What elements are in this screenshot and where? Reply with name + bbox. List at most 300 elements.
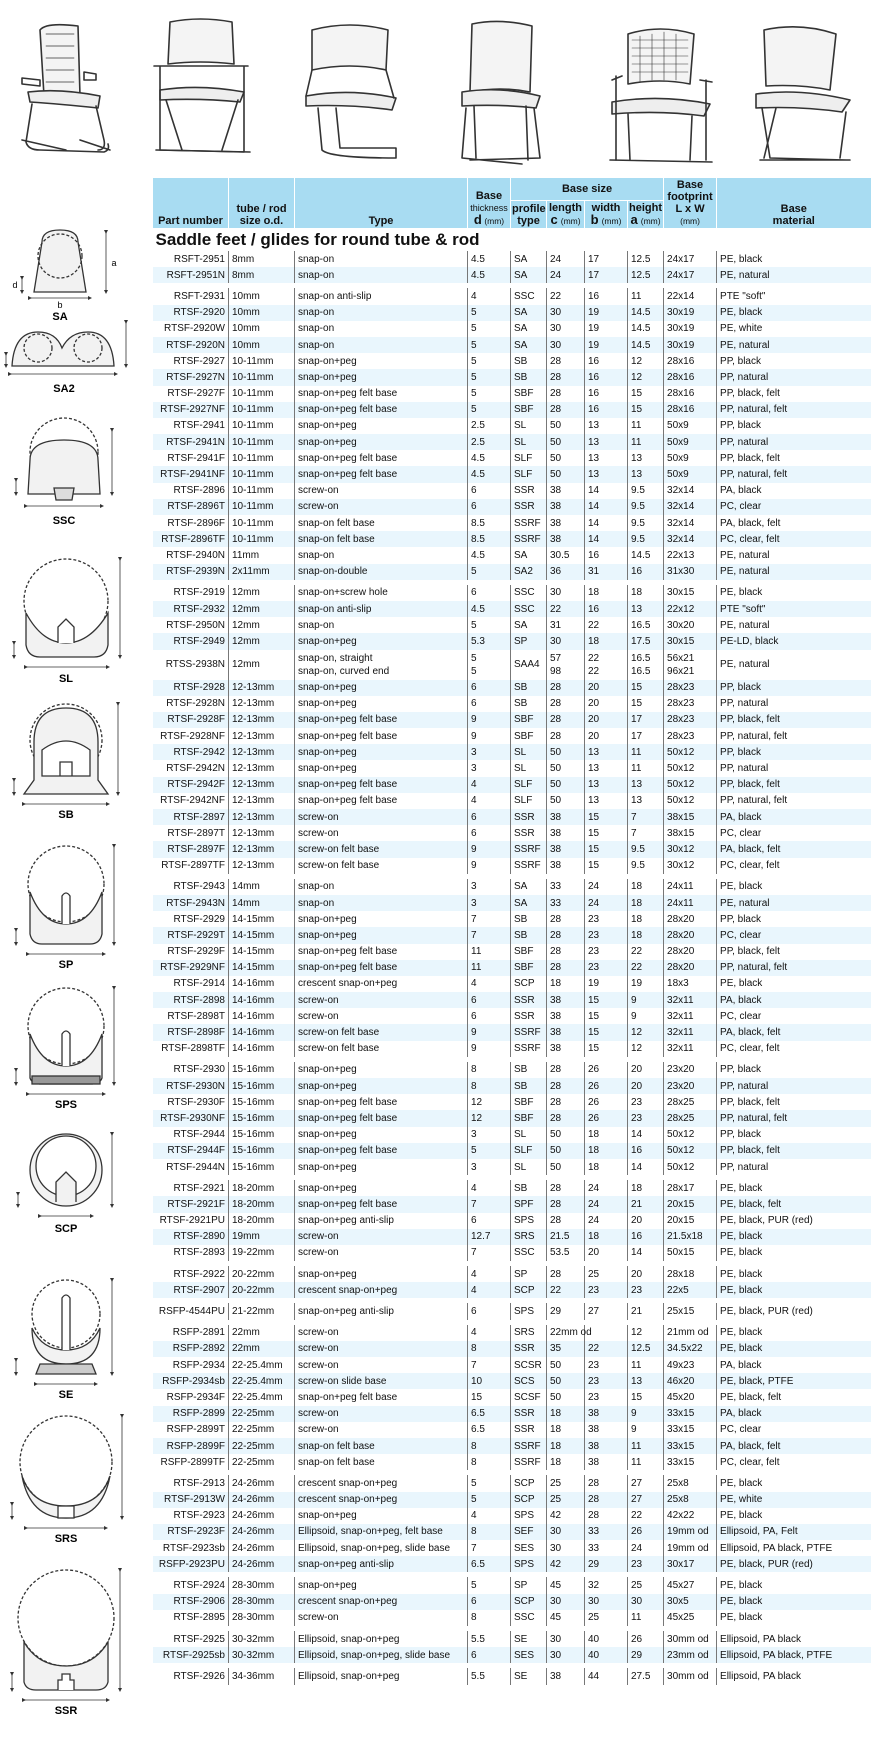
cell-thickness: 5 bbox=[468, 1577, 511, 1593]
cell-type: screw-on bbox=[295, 1229, 468, 1245]
cell-profile: SL bbox=[511, 1127, 547, 1143]
cell-footprint: 30x19 bbox=[664, 321, 717, 337]
cell-thickness: 5 bbox=[468, 305, 511, 321]
cell-tube-size: 15-16mm bbox=[229, 1127, 295, 1143]
cell-material: PA, black bbox=[717, 483, 871, 499]
cell-part-number: RTSF-2941NF bbox=[153, 466, 229, 482]
cell-part-number: RTSF-2928N bbox=[166, 698, 225, 710]
cell-height: 12.5 bbox=[628, 267, 664, 283]
cell-width: 13 bbox=[585, 418, 628, 434]
cell-tube-size: 24-26mm bbox=[229, 1492, 295, 1508]
cell-material: PP, black, felt bbox=[717, 777, 871, 793]
cell-thickness: 5 bbox=[468, 353, 511, 369]
profile-sa2-label: SA2 bbox=[53, 383, 75, 395]
cell-part-number: RTSF-2941N bbox=[153, 434, 229, 450]
cell-type: screw-on bbox=[295, 1610, 468, 1626]
cell-part-number: RTSF-2930 bbox=[173, 1064, 225, 1076]
table-row bbox=[153, 1540, 871, 1556]
cell-footprint: 24x11 bbox=[664, 895, 717, 911]
cell-height: 22 bbox=[628, 944, 664, 960]
cell-footprint: 30mm od bbox=[664, 1668, 717, 1684]
cell-material: PA, black bbox=[717, 809, 871, 825]
cell-height: 18 bbox=[628, 879, 664, 895]
cell-part-number: RTSF-2927 bbox=[173, 355, 225, 367]
cell-height: 19 bbox=[628, 976, 664, 992]
cell-tube-size: 19mm bbox=[229, 1229, 295, 1245]
cell-profile: SEF bbox=[511, 1524, 547, 1540]
cell-part-number: RTSF-2939N bbox=[153, 564, 229, 580]
cell-length: 50 bbox=[547, 760, 585, 776]
cell-profile: SBF bbox=[511, 402, 547, 418]
cell-tube-size: 14-15mm bbox=[229, 960, 295, 976]
cell-footprint: 50x12 bbox=[664, 793, 717, 809]
cell-length: 50 bbox=[547, 418, 585, 434]
cell-profile: SCP bbox=[511, 976, 547, 992]
cell-footprint: 25x8 bbox=[664, 1475, 717, 1491]
cell-profile: SAA4 bbox=[511, 650, 547, 680]
cell-type: snap-on+peg anti-slip bbox=[295, 1213, 468, 1229]
cell-thickness: 5 bbox=[468, 1492, 511, 1508]
cell-thickness: 4 bbox=[468, 793, 511, 809]
cell-thickness: 6 bbox=[468, 809, 511, 825]
cell-length: 30 bbox=[547, 1631, 585, 1647]
cell-footprint: 50x9 bbox=[664, 450, 717, 466]
cell-width: 19 bbox=[585, 337, 628, 353]
cell-width: 22 bbox=[585, 1341, 628, 1357]
cell-profile: SB bbox=[511, 1180, 547, 1196]
cell-type: screw-on felt base bbox=[295, 841, 468, 857]
cell-thickness: 8 bbox=[468, 1438, 511, 1454]
cell-height: 7 bbox=[628, 825, 664, 841]
cell-height: 23 bbox=[628, 1110, 664, 1126]
table-row bbox=[153, 1357, 871, 1373]
cell-tube-size: 22-25.4mm bbox=[229, 1357, 295, 1373]
cell-width: 20 bbox=[585, 680, 628, 696]
cell-thickness: 9 bbox=[468, 841, 511, 857]
profile-sps-diagram bbox=[16, 988, 114, 1094]
cell-profile: SP bbox=[511, 1577, 547, 1593]
cell-length: 28 bbox=[547, 960, 585, 976]
cell-height: 20 bbox=[628, 1078, 664, 1094]
table-row bbox=[153, 1508, 871, 1524]
cell-type: snap-on+peg anti-slip bbox=[295, 1303, 468, 1319]
cell-footprint: 28x23 bbox=[664, 712, 717, 728]
cell-type: snap-on+peg bbox=[295, 1159, 468, 1175]
table-row bbox=[153, 1610, 871, 1626]
cell-length: 28 bbox=[547, 1213, 585, 1229]
cell-profile: SPS bbox=[511, 1303, 547, 1319]
cell-profile: SA bbox=[511, 251, 547, 267]
cell-length: 28 bbox=[547, 369, 585, 385]
cell-material: PE, black, PUR (red) bbox=[717, 1213, 871, 1229]
cell-length: 28 bbox=[547, 944, 585, 960]
cell-profile: SA bbox=[511, 267, 547, 283]
cell-material: PC, clear, felt bbox=[717, 531, 871, 547]
cell-type: snap-on+peg felt base bbox=[295, 1389, 468, 1405]
cell-height: 14 bbox=[628, 1245, 664, 1261]
cell-thickness: 3 bbox=[468, 744, 511, 760]
cell-part-number: RTSF-2896T bbox=[153, 499, 229, 515]
sled-armchair-illustration bbox=[154, 19, 250, 152]
cell-height: 13 bbox=[628, 466, 664, 482]
table-row bbox=[153, 976, 871, 992]
cell-profile: SB bbox=[511, 927, 547, 943]
cell-length: 24 bbox=[547, 251, 585, 267]
cell-width: 23 bbox=[585, 927, 628, 943]
cell-length: 28 bbox=[547, 386, 585, 402]
cell-part-number: RSFP-2899F bbox=[153, 1438, 229, 1454]
cell-length: 25 bbox=[547, 1475, 585, 1491]
cell-type: screw-on felt base bbox=[295, 1041, 468, 1057]
cell-material: PE, black bbox=[717, 1508, 871, 1524]
cell-width: 31 bbox=[585, 564, 628, 580]
cell-tube-size: 10-11mm bbox=[229, 353, 295, 369]
cell-thickness: 5 bbox=[468, 1143, 511, 1159]
cell-width: 13 bbox=[585, 450, 628, 466]
cell-profile: SPS bbox=[511, 1213, 547, 1229]
cell-thickness: 6 bbox=[468, 1647, 511, 1663]
cell-material: PP, black, felt bbox=[717, 944, 871, 960]
cell-width: 33 bbox=[585, 1540, 628, 1556]
profile-srs-diagram bbox=[12, 1416, 122, 1528]
cell-type: snap-on+peg bbox=[295, 744, 468, 760]
cell-width: 38 bbox=[585, 1454, 628, 1470]
cell-thickness: 6 bbox=[468, 1008, 511, 1024]
cell-type: screw-on bbox=[295, 1325, 468, 1341]
cell-width: 16 bbox=[585, 386, 628, 402]
profile-sb-label: SB bbox=[58, 809, 74, 821]
cell-tube-size: 12-13mm bbox=[229, 858, 295, 874]
cell-type: snap-on+peg bbox=[295, 1508, 468, 1524]
table-row bbox=[153, 1213, 871, 1229]
cell-material: PC, clear, felt bbox=[717, 858, 871, 874]
cell-footprint: 20x15 bbox=[664, 1196, 717, 1212]
cell-material: PE, black bbox=[717, 1245, 871, 1261]
cell-material: PA, black bbox=[717, 992, 871, 1008]
cell-part-number: RTSF-2907 bbox=[153, 1282, 229, 1298]
cell-tube-size: 14-16mm bbox=[229, 1041, 295, 1057]
cell-height: 24 bbox=[628, 1540, 664, 1556]
cell-profile: SSRF bbox=[511, 1454, 547, 1470]
table-row bbox=[153, 450, 871, 466]
cell-profile: SBF bbox=[511, 728, 547, 744]
cell-width: 20 bbox=[585, 712, 628, 728]
cell-footprint: 19mm od bbox=[664, 1524, 717, 1540]
cell-footprint: 28x18 bbox=[664, 1266, 717, 1282]
cell-height: 9.5 bbox=[628, 515, 664, 531]
cell-profile: SSC bbox=[511, 585, 547, 601]
cell-tube-size: 14-16mm bbox=[229, 1008, 295, 1024]
cell-footprint: 23mm od bbox=[664, 1647, 717, 1663]
cell-material: PE, black bbox=[717, 1610, 871, 1626]
cell-tube-size: 10mm bbox=[229, 337, 295, 353]
cell-height: 16 bbox=[628, 1229, 664, 1245]
cell-thickness: 4 bbox=[468, 288, 511, 304]
header-tube-rod-size: tube / rod size o.d. bbox=[229, 178, 295, 228]
cell-material: PP, natural, felt bbox=[717, 466, 871, 482]
cell-material: PE, black bbox=[717, 1341, 871, 1357]
cell-width: 16 bbox=[585, 288, 628, 304]
cell-height: 30 bbox=[628, 1594, 664, 1610]
cell-footprint: 24x17 bbox=[664, 251, 717, 267]
table-row bbox=[153, 858, 871, 874]
cell-height: 15 bbox=[628, 402, 664, 418]
cell-type: Ellipsoid, snap-on+peg bbox=[295, 1668, 468, 1684]
cell-width: 13 bbox=[585, 466, 628, 482]
cell-type: snap-on+peg felt base bbox=[295, 960, 468, 976]
cell-width: 26 bbox=[585, 1062, 628, 1078]
cell-material: PP, natural, felt bbox=[717, 960, 871, 976]
cell-height: 11 bbox=[628, 434, 664, 450]
cell-type: snap-on+peg bbox=[295, 353, 468, 369]
cell-width: 15 bbox=[585, 809, 628, 825]
cell-height: 12.5 bbox=[628, 1341, 664, 1357]
cell-material: PA, black bbox=[717, 1357, 871, 1373]
cell-material: PTE "soft" bbox=[717, 288, 871, 304]
cell-length: 28 bbox=[547, 712, 585, 728]
cell-footprint: 50x9 bbox=[664, 434, 717, 450]
cell-type: snap-on bbox=[295, 305, 468, 321]
cell-width: 15 bbox=[585, 1008, 628, 1024]
table-row bbox=[153, 696, 871, 712]
cell-height: 9 bbox=[628, 1422, 664, 1438]
cell-profile: SSRF bbox=[511, 1041, 547, 1057]
cell-material: PA, black bbox=[717, 1406, 871, 1422]
cell-length: 28 bbox=[547, 696, 585, 712]
cell-profile: SBF bbox=[511, 1094, 547, 1110]
table-row bbox=[153, 466, 871, 482]
cell-footprint: 22x14 bbox=[664, 288, 717, 304]
cell-profile: SA bbox=[511, 895, 547, 911]
cell-width: 13 bbox=[585, 760, 628, 776]
cell-height: 27 bbox=[628, 1475, 664, 1491]
cell-length: 22mm od bbox=[547, 1325, 585, 1341]
cell-material: PE, black, PUR (red) bbox=[717, 1556, 871, 1572]
cell-tube-size: 20-22mm bbox=[229, 1266, 295, 1282]
cell-tube-size: 12-13mm bbox=[229, 728, 295, 744]
cell-material: PP, natural, felt bbox=[717, 728, 871, 744]
cell-type: snap-on felt base bbox=[295, 1438, 468, 1454]
profile-sa-label: SA bbox=[52, 311, 68, 323]
table-row bbox=[153, 1094, 871, 1110]
cell-tube-size: 28-30mm bbox=[229, 1610, 295, 1626]
cell-material: PP, black bbox=[717, 418, 871, 434]
cell-material: PP, black, felt bbox=[717, 1143, 871, 1159]
cell-part-number: RTSF-2896F bbox=[167, 517, 225, 529]
cell-profile: SCSF bbox=[511, 1389, 547, 1405]
table-row bbox=[153, 841, 871, 857]
cell-part-number: RTSF-2942N bbox=[166, 763, 225, 775]
cell-length: 50 bbox=[547, 1357, 585, 1373]
cell-height: 9.5 bbox=[628, 531, 664, 547]
cell-material: PE, natural bbox=[717, 547, 871, 563]
cell-width: 16 bbox=[585, 369, 628, 385]
cell-material: PP, natural bbox=[717, 760, 871, 776]
cell-tube-size: 10-11mm bbox=[229, 369, 295, 385]
cell-material: PTE "soft" bbox=[717, 601, 871, 617]
table-row bbox=[153, 499, 871, 515]
cell-material: PE, black bbox=[717, 976, 871, 992]
cell-width: 25 bbox=[585, 1266, 628, 1282]
sled-chair-illustration bbox=[462, 21, 540, 164]
cell-thickness: 6 bbox=[468, 680, 511, 696]
cell-length: 28 bbox=[547, 1078, 585, 1094]
section-title: Saddle feet / glides for round tube & rod bbox=[155, 229, 480, 249]
cell-part-number: RTSF-2898F bbox=[153, 1024, 229, 1040]
cell-profile: SP bbox=[511, 1266, 547, 1282]
cell-height: 27.5 bbox=[628, 1668, 664, 1684]
cell-part-number: RSFP-2899 bbox=[153, 1406, 229, 1422]
cell-type: snap-on bbox=[295, 895, 468, 911]
table-row bbox=[153, 1180, 871, 1196]
cell-length: 30 bbox=[547, 1540, 585, 1556]
table-row bbox=[153, 369, 871, 385]
cell-tube-size: 24-26mm bbox=[229, 1540, 295, 1556]
cell-height: 16 bbox=[628, 1143, 664, 1159]
cell-footprint: 24x11 bbox=[664, 879, 717, 895]
cell-part-number: RTSF-2942NF bbox=[160, 795, 225, 807]
cell-height: 12 bbox=[628, 1024, 664, 1040]
table-row bbox=[153, 825, 871, 841]
cell-footprint: 22x12 bbox=[664, 601, 717, 617]
cell-material: PE, natural bbox=[717, 337, 871, 353]
cell-material: PP, black bbox=[717, 680, 871, 696]
cell-part-number: RTSF-2906 bbox=[153, 1594, 229, 1610]
cell-width: 38 bbox=[585, 1438, 628, 1454]
cell-material: PP, black, felt bbox=[717, 1094, 871, 1110]
header-base-size: Base size bbox=[511, 178, 664, 200]
cell-height: 14.5 bbox=[628, 547, 664, 563]
cell-profile: SA bbox=[511, 617, 547, 633]
cell-thickness: 4.5 bbox=[468, 601, 511, 617]
cell-width: 18 bbox=[585, 1159, 628, 1175]
table-row bbox=[153, 960, 871, 976]
table-row bbox=[153, 1492, 871, 1508]
table-row bbox=[153, 353, 871, 369]
cell-profile: SSRF bbox=[511, 515, 547, 531]
cell-width: 40 bbox=[585, 1631, 628, 1647]
cell-tube-size: 15-16mm bbox=[229, 1078, 295, 1094]
cell-thickness: 5 bbox=[468, 617, 511, 633]
cell-thickness: 5 bbox=[468, 369, 511, 385]
cell-profile: SSC bbox=[511, 601, 547, 617]
cell-type: Ellipsoid, snap-on+peg, felt base bbox=[295, 1524, 468, 1540]
cell-width: 13 bbox=[585, 777, 628, 793]
cell-length: 30 bbox=[547, 633, 585, 649]
cell-part-number: RTSF-2898TF bbox=[161, 1043, 225, 1055]
cell-profile: SA bbox=[511, 547, 547, 563]
cell-type: snap-on+peg felt base bbox=[295, 1143, 468, 1159]
cell-type: snap-on+peg bbox=[295, 1078, 468, 1094]
cell-material: Ellipsoid, PA black bbox=[717, 1668, 871, 1684]
cell-profile: SSR bbox=[511, 1422, 547, 1438]
cell-part-number: RTSF-2890 bbox=[153, 1229, 229, 1245]
cell-profile: SBF bbox=[511, 712, 547, 728]
cell-material: PP, black bbox=[717, 1127, 871, 1143]
cell-length: 50 bbox=[547, 450, 585, 466]
cell-part-number: RTSF-2920W bbox=[164, 323, 225, 335]
cell-footprint: 31x30 bbox=[664, 564, 717, 580]
cell-profile: SSR bbox=[511, 992, 547, 1008]
table-row bbox=[153, 1389, 871, 1405]
cell-width: 24 bbox=[585, 1180, 628, 1196]
cell-length: 28 bbox=[547, 353, 585, 369]
cell-thickness: 8 bbox=[468, 1341, 511, 1357]
cell-footprint: 56x21 96x21 bbox=[664, 650, 717, 680]
table-row bbox=[153, 321, 871, 337]
cell-thickness: 5 bbox=[468, 1475, 511, 1491]
cell-material: PP, natural, felt bbox=[717, 402, 871, 418]
cell-thickness: 6 bbox=[468, 499, 511, 515]
cell-part-number: RTSF-2930NF bbox=[153, 1110, 229, 1126]
cell-tube-size: 2x11mm bbox=[229, 564, 295, 580]
cell-footprint: 28x20 bbox=[664, 960, 717, 976]
cell-footprint: 50x12 bbox=[664, 760, 717, 776]
table-row bbox=[153, 712, 871, 728]
cell-part-number: RTSF-2940N bbox=[166, 549, 225, 561]
cell-footprint: 21.5x18 bbox=[664, 1229, 717, 1245]
cell-height: 26 bbox=[628, 1631, 664, 1647]
cell-width: 27 bbox=[585, 1303, 628, 1319]
cell-footprint: 33x15 bbox=[664, 1438, 717, 1454]
cell-footprint: 32x14 bbox=[664, 515, 717, 531]
table-row bbox=[153, 793, 871, 809]
cell-type: snap-on, straight snap-on, curved end bbox=[295, 650, 468, 680]
cell-thickness: 5 bbox=[468, 337, 511, 353]
table-row bbox=[153, 1454, 871, 1470]
cell-height: 21 bbox=[628, 1303, 664, 1319]
cell-thickness: 7 bbox=[468, 1196, 511, 1212]
cell-length: 24 bbox=[547, 267, 585, 283]
cell-profile: SA bbox=[511, 321, 547, 337]
cell-type: snap-on+peg felt base bbox=[295, 1110, 468, 1126]
cell-profile: SES bbox=[511, 1540, 547, 1556]
shell-chair-illustration bbox=[756, 27, 850, 160]
cell-tube-size: 30-32mm bbox=[229, 1647, 295, 1663]
cell-material: PE, black, felt bbox=[717, 1196, 871, 1212]
cell-length: 18 bbox=[547, 976, 585, 992]
cell-footprint: 33x15 bbox=[664, 1454, 717, 1470]
cell-material: PE, black bbox=[717, 1577, 871, 1593]
cell-height: 15 bbox=[628, 680, 664, 696]
cell-tube-size: 14mm bbox=[229, 879, 295, 895]
cell-footprint: 50x12 bbox=[664, 1127, 717, 1143]
cell-width: 25 bbox=[585, 1610, 628, 1626]
cell-thickness: 4 bbox=[468, 777, 511, 793]
cell-width: 15 bbox=[585, 1024, 628, 1040]
cell-width: 23 bbox=[585, 1282, 628, 1298]
cell-type: crescent snap-on+peg bbox=[295, 1492, 468, 1508]
cell-thickness: 9 bbox=[468, 1024, 511, 1040]
cell-width: 26 bbox=[585, 1078, 628, 1094]
cell-profile: SSRF bbox=[511, 531, 547, 547]
cell-length: 18 bbox=[547, 1454, 585, 1470]
cell-height: 9.5 bbox=[628, 858, 664, 874]
cell-length: 30 bbox=[547, 305, 585, 321]
cell-tube-size: 12mm bbox=[229, 633, 295, 649]
cell-thickness: 10 bbox=[468, 1373, 511, 1389]
cell-type: screw-on bbox=[295, 1406, 468, 1422]
cell-tube-size: 21-22mm bbox=[229, 1303, 295, 1319]
table-row bbox=[153, 1341, 871, 1357]
cell-thickness: 9 bbox=[468, 728, 511, 744]
cell-material: PP, natural bbox=[717, 1078, 871, 1094]
cell-type: snap-on+peg bbox=[295, 927, 468, 943]
cell-part-number: RTSF-2923F bbox=[153, 1524, 229, 1540]
cell-width: 24 bbox=[585, 879, 628, 895]
cell-width: 28 bbox=[585, 1475, 628, 1491]
cell-material: PE, black, felt bbox=[717, 1389, 871, 1405]
